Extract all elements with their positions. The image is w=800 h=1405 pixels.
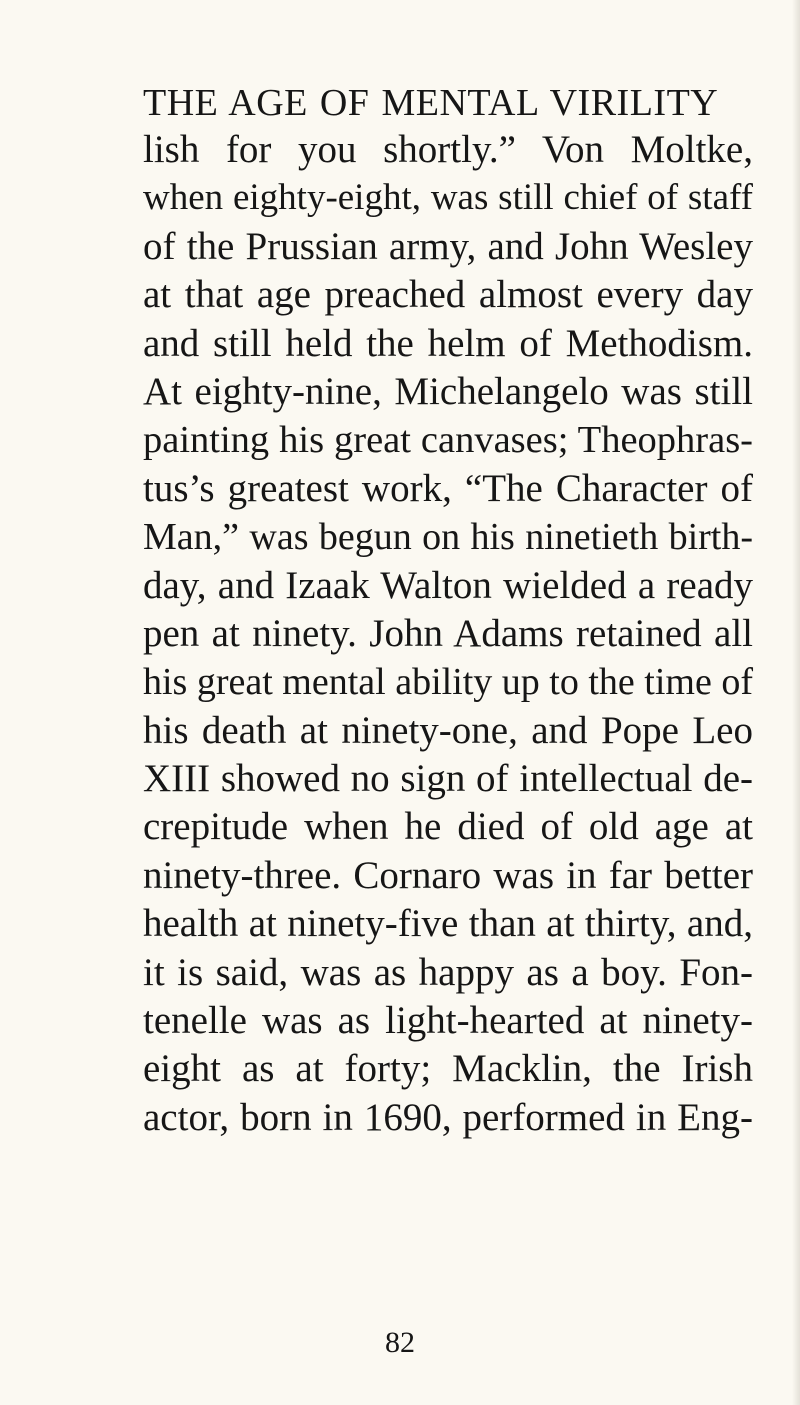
- running-head: THE AGE OF MENTAL VIRILITY: [143, 82, 719, 124]
- text-line: when eighty-eight, was still chief of staff: [143, 177, 753, 219]
- page-edge: [792, 0, 800, 1405]
- text-line: of the Prussian army, and John Wesley: [143, 224, 753, 268]
- text-line: actor, born in 1690, performed in Eng-: [143, 1095, 753, 1139]
- text-line: his death at ninety-one, and Pope Leo: [143, 708, 753, 752]
- text-line: eight as at forty; Macklin, the Irish: [143, 1047, 753, 1091]
- text-line: lish for you shortly.” Von Moltke,: [143, 128, 753, 171]
- text-line: painting his great canvases; Theophras-: [143, 419, 753, 462]
- page-number: 82: [385, 1326, 415, 1359]
- text-line: At eighty-nine, Michelangelo was still: [143, 369, 753, 413]
- body-text: [143, 126, 753, 1142]
- text-line: his great mental ability up to the time of: [143, 661, 753, 704]
- text-line: pen at ninety. John Adams retained all: [143, 611, 753, 655]
- text-line: and still held the helm of Methodism.: [143, 321, 753, 365]
- text-line: Man,” was begun on his ninetieth birth-: [143, 516, 753, 559]
- text-line: ninety-three. Cornaro was in far better: [143, 853, 753, 897]
- text-line: day, and Izaak Walton wielded a ready: [143, 563, 753, 607]
- text-line: tenelle was as light-hearted at ninety-: [143, 999, 753, 1043]
- text-line: tus’s greatest work, “The Character of: [143, 466, 753, 510]
- text-line: health at ninety-five than at thirty, and,: [143, 902, 753, 946]
- text-line: it is said, was as happy as a boy. Fon-: [143, 950, 753, 994]
- text-line: crepitude when he died of old age at: [143, 805, 753, 849]
- text-line: XIII showed no sign of intellectual de-: [143, 757, 753, 801]
- text-line: at that age preached almost every day: [143, 273, 753, 317]
